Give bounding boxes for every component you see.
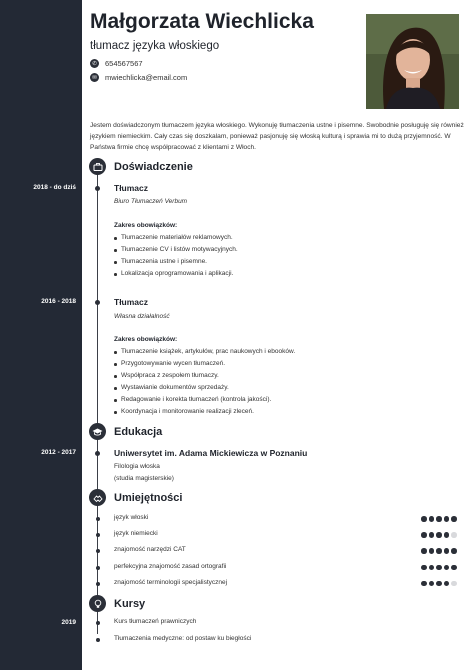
skill-name: perfekcyjna znajomość zasad ortografii: [114, 562, 227, 570]
rating-dot: [421, 581, 427, 587]
rating-dot: [429, 532, 435, 538]
education-field: Filologia włoska: [114, 463, 160, 470]
list-item: Współpraca z zespołem tłumaczy.: [114, 370, 295, 382]
job-2-employer: Własna działalność: [114, 313, 170, 320]
education-level: (studia magisterskie): [114, 475, 174, 482]
job-2-duties-label: Zakres obowiązków:: [114, 336, 178, 343]
rating-dot: [436, 565, 442, 571]
rating-dot: [444, 581, 450, 587]
list-item: Tłumaczenia ustne i pisemne.: [114, 256, 238, 268]
job-2-title: Tłumacz: [114, 297, 149, 307]
rating-dot: [421, 565, 427, 571]
rating-dot: [436, 581, 442, 587]
skill-name: znajomość terminologii specjalistycznej: [114, 578, 228, 586]
phone-number: 654567567: [105, 59, 143, 68]
phone-icon: ✆: [90, 59, 99, 68]
rating-dot: [421, 516, 427, 522]
job-1-marker: [95, 186, 100, 191]
courses-header: [89, 595, 145, 612]
skill-name: język niemiecki: [114, 530, 158, 538]
rating-dot: [436, 532, 442, 538]
experience-title: Doświadczenie: [114, 160, 193, 173]
profile-summary: Jestem doświadczonym tłumaczem języka włoskiego. Wykonuję tłumaczenia ustne i pisemne. Swobodnie posługuję się również językiem niemieckim. Cały czas się doszkalam, ponieważ pasjonuję się włoską kulturą i sprawia mi to dużą przyjemność. W Państwa firmie chcę współpracować z klientami z Włoch.: [90, 122, 464, 151]
skill-marker: [96, 533, 100, 537]
rating-dot: [444, 532, 450, 538]
courses-dates: 2019: [61, 619, 76, 626]
course-item: Tłumaczenia medyczne: od postaw ku biegłości: [114, 635, 252, 642]
job-1-employer: Biuro Tłumaczeń Verbum: [114, 198, 188, 205]
job-1-duties: [114, 232, 238, 280]
briefcase-icon: [89, 158, 106, 175]
job-1-duties-label: Zakres obowiązków:: [114, 222, 178, 229]
left-sidebar: [0, 0, 82, 670]
hands-icon: [89, 489, 106, 506]
job-2-dates: 2016 - 2018: [41, 298, 76, 305]
rating-dot: [451, 548, 457, 554]
skill-name: znajomość narzędzi CAT: [114, 546, 186, 554]
education-header: [89, 423, 162, 440]
profile-photo: [366, 14, 459, 109]
graduation-cap-icon: [89, 423, 106, 440]
list-item: Redagowanie i korekta tłumaczeń (kontrola jakości).: [114, 394, 295, 406]
education-title: Edukacja: [114, 425, 163, 438]
experience-header: [89, 158, 193, 175]
list-item: Tłumaczenie książek, artykułów, prac naukowych i ebooków.: [114, 346, 295, 358]
job-1-title: Tłumacz: [114, 183, 149, 193]
email-contact: [90, 73, 187, 82]
list-item: Przygotowywanie wycen tłumaczeń.: [114, 358, 295, 370]
timeline-line: [97, 164, 98, 634]
education-school: Uniwersytet im. Adama Mickiewicza w Poznaniu: [114, 448, 308, 458]
education-marker: [95, 451, 100, 456]
rating-dot: [421, 532, 427, 538]
rating-dot: [429, 548, 435, 554]
list-item: Tłumaczenie materiałów reklamowych.: [114, 232, 238, 244]
rating-dot: [444, 565, 450, 571]
list-item: Tłumaczenie CV i listów motywacyjnych.: [114, 244, 238, 256]
skills-title: Umiejętności: [114, 491, 183, 504]
list-item: Wystawianie dokumentów sprzedaży.: [114, 382, 295, 394]
job-1-dates: 2018 - do dziś: [33, 184, 76, 191]
rating-dot: [429, 516, 435, 522]
candidate-name: Małgorzata Wiechlicka: [90, 10, 314, 33]
job-2-marker: [95, 300, 100, 305]
rating-dot: [429, 565, 435, 571]
email-icon: ✉: [90, 73, 99, 82]
email-address: mwiechlicka@email.com: [105, 73, 188, 82]
skill-rating: [421, 548, 457, 554]
skill-rating: [421, 516, 457, 522]
rating-dot: [451, 532, 457, 538]
skill-marker: [96, 566, 100, 570]
course-item: Kurs tłumaczeń prawniczych: [114, 618, 197, 625]
skills-header: [89, 489, 182, 506]
education-dates: 2012 - 2017: [41, 449, 76, 456]
course-marker: [96, 621, 100, 625]
rating-dot: [421, 548, 427, 554]
course-marker: [96, 638, 100, 642]
candidate-role: tłumacz języka włoskiego: [90, 40, 220, 52]
rating-dot: [451, 516, 457, 522]
rating-dot: [436, 548, 442, 554]
phone-contact: [90, 59, 143, 68]
skill-marker: [96, 517, 100, 521]
skill-rating: [421, 565, 457, 571]
rating-dot: [451, 565, 457, 571]
skill-marker: [96, 549, 100, 553]
skill-name: język włoski: [114, 514, 149, 521]
rating-dot: [451, 581, 457, 587]
courses-title: Kursy: [114, 597, 146, 610]
skill-marker: [96, 582, 100, 586]
skill-rating: [421, 532, 457, 538]
rating-dot: [436, 516, 442, 522]
rating-dot: [444, 548, 450, 554]
list-item: Lokalizacja oprogramowania i aplikacji.: [114, 268, 238, 280]
rating-dot: [444, 516, 450, 522]
skill-rating: [421, 581, 457, 587]
list-item: Koordynacja i monitorowanie realizacji zleceń.: [114, 406, 295, 418]
rating-dot: [429, 581, 435, 587]
lightbulb-icon: [89, 595, 106, 612]
job-2-duties: [114, 346, 295, 418]
